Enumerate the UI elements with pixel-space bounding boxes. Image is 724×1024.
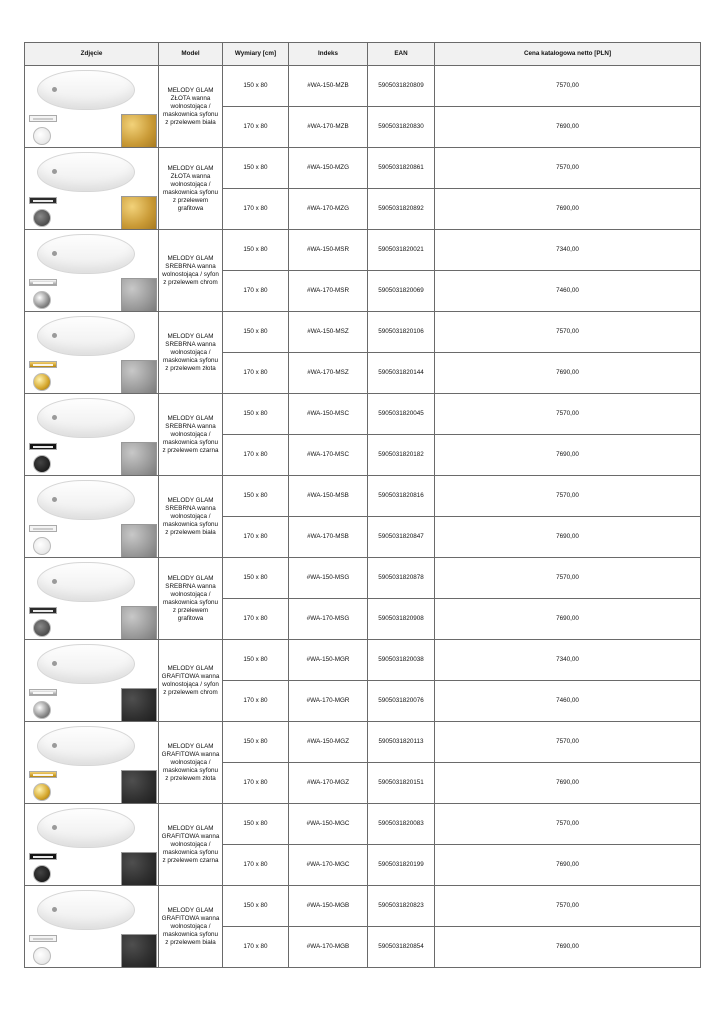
finish-swatch — [121, 852, 157, 886]
ean-cell: 5905031820892 — [368, 189, 435, 230]
model-cell: MELODY GLAM ZŁOTA wanna wolnostojąca / maskownica syfonu z przelewem biała — [159, 66, 223, 148]
table-row — [25, 558, 701, 599]
dimensions-cell: 150 x 80 — [223, 558, 289, 599]
bathtub-image — [37, 316, 135, 356]
product-photo — [25, 804, 159, 886]
dimensions-cell: 150 x 80 — [223, 476, 289, 517]
model-cell: MELODY GLAM SREBRNA wanna wolnostojąca / maskownica syfonu z przelewem grafitowa — [159, 558, 223, 640]
product-photo — [25, 722, 159, 804]
dimensions-cell: 150 x 80 — [223, 148, 289, 189]
dimensions-cell: 150 x 80 — [223, 640, 289, 681]
finish-swatch — [121, 934, 157, 968]
index-cell: #WA-170-MGB — [289, 927, 368, 968]
bathtub-image — [37, 562, 135, 602]
index-cell: #WA-170-MSB — [289, 517, 368, 558]
index-cell: #WA-150-MZG — [289, 148, 368, 189]
finish-swatch — [121, 770, 157, 804]
dimensions-cell: 170 x 80 — [223, 845, 289, 886]
product-photo — [25, 886, 159, 968]
index-cell: #WA-170-MZG — [289, 189, 368, 230]
index-cell: #WA-170-MGZ — [289, 763, 368, 804]
header-row — [25, 43, 701, 66]
drain-cover-image — [33, 865, 51, 883]
ean-cell: 5905031820144 — [368, 353, 435, 394]
header-index: Indeks — [289, 43, 368, 66]
price-cell: 7690,00 — [435, 107, 701, 148]
model-cell: MELODY GLAM SREBRNA wanna wolnostojąca / syfon z przelewem chrom — [159, 230, 223, 312]
dimensions-cell: 170 x 80 — [223, 517, 289, 558]
drain-cover-image — [33, 209, 51, 227]
finish-swatch — [121, 360, 157, 394]
ean-cell: 5905031820076 — [368, 681, 435, 722]
index-cell: #WA-170-MSC — [289, 435, 368, 476]
bathtub-image — [37, 70, 135, 110]
ean-cell: 5905031820878 — [368, 558, 435, 599]
dimensions-cell: 150 x 80 — [223, 804, 289, 845]
header-price: Cena katalogowa netto [PLN] — [435, 43, 701, 66]
overflow-cover-image — [29, 771, 57, 778]
bathtub-image — [37, 808, 135, 848]
product-photo — [25, 66, 159, 148]
price-cell: 7570,00 — [435, 804, 701, 845]
ean-cell: 5905031820908 — [368, 599, 435, 640]
finish-swatch — [121, 606, 157, 640]
overflow-cover-image — [29, 525, 57, 532]
index-cell: #WA-150-MSZ — [289, 312, 368, 353]
price-table — [24, 42, 701, 968]
price-cell: 7570,00 — [435, 66, 701, 107]
ean-cell: 5905031820151 — [368, 763, 435, 804]
price-cell: 7690,00 — [435, 517, 701, 558]
model-cell: MELODY GLAM GRAFITOWA wanna wolnostojąca / maskownica syfonu z przelewem złota — [159, 722, 223, 804]
dimensions-cell: 150 x 80 — [223, 886, 289, 927]
dimensions-cell: 150 x 80 — [223, 230, 289, 271]
finish-swatch — [121, 688, 157, 722]
price-cell: 7460,00 — [435, 271, 701, 312]
drain-cover-image — [33, 701, 51, 719]
ean-cell: 5905031820045 — [368, 394, 435, 435]
drain-cover-image — [33, 947, 51, 965]
finish-swatch — [121, 278, 157, 312]
price-cell: 7570,00 — [435, 476, 701, 517]
overflow-cover-image — [29, 853, 57, 860]
product-photo — [25, 230, 159, 312]
index-cell: #WA-150-MSG — [289, 558, 368, 599]
header-dimensions: Wymiary [cm] — [223, 43, 289, 66]
model-cell: MELODY GLAM SREBRNA wanna wolnostojąca / maskownica syfonu z przelewem złota — [159, 312, 223, 394]
table-row — [25, 66, 701, 107]
dimensions-cell: 170 x 80 — [223, 353, 289, 394]
price-cell: 7570,00 — [435, 886, 701, 927]
price-cell: 7690,00 — [435, 763, 701, 804]
bathtub-image — [37, 644, 135, 684]
index-cell: #WA-150-MSC — [289, 394, 368, 435]
drain-cover-image — [33, 783, 51, 801]
dimensions-cell: 170 x 80 — [223, 763, 289, 804]
finish-swatch — [121, 196, 157, 230]
price-cell: 7570,00 — [435, 312, 701, 353]
price-list-sheet — [24, 42, 700, 968]
bathtub-image — [37, 480, 135, 520]
dimensions-cell: 170 x 80 — [223, 599, 289, 640]
overflow-cover-image — [29, 361, 57, 368]
price-cell: 7690,00 — [435, 927, 701, 968]
price-cell: 7690,00 — [435, 845, 701, 886]
ean-cell: 5905031820861 — [368, 148, 435, 189]
price-cell: 7460,00 — [435, 681, 701, 722]
index-cell: #WA-150-MGC — [289, 804, 368, 845]
bathtub-image — [37, 398, 135, 438]
ean-cell: 5905031820809 — [368, 66, 435, 107]
drain-cover-image — [33, 619, 51, 637]
index-cell: #WA-170-MSZ — [289, 353, 368, 394]
index-cell: #WA-170-MGR — [289, 681, 368, 722]
index-cell: #WA-150-MGZ — [289, 722, 368, 763]
product-photo — [25, 394, 159, 476]
index-cell: #WA-150-MSB — [289, 476, 368, 517]
finish-swatch — [121, 524, 157, 558]
price-cell: 7570,00 — [435, 394, 701, 435]
table-row — [25, 886, 701, 927]
ean-cell: 5905031820069 — [368, 271, 435, 312]
index-cell: #WA-170-MZB — [289, 107, 368, 148]
price-cell: 7690,00 — [435, 599, 701, 640]
price-cell: 7570,00 — [435, 722, 701, 763]
ean-cell: 5905031820823 — [368, 886, 435, 927]
table-row — [25, 804, 701, 845]
overflow-cover-image — [29, 279, 57, 286]
overflow-cover-image — [29, 689, 57, 696]
ean-cell: 5905031820038 — [368, 640, 435, 681]
drain-cover-image — [33, 537, 51, 555]
dimensions-cell: 170 x 80 — [223, 107, 289, 148]
price-cell: 7340,00 — [435, 640, 701, 681]
finish-swatch — [121, 114, 157, 148]
drain-cover-image — [33, 455, 51, 473]
drain-cover-image — [33, 127, 51, 145]
table-row — [25, 230, 701, 271]
price-cell: 7690,00 — [435, 189, 701, 230]
header-photo: Zdjęcie — [25, 43, 159, 66]
model-cell: MELODY GLAM ZŁOTA wanna wolnostojąca / maskownica syfonu z przelewem grafitowa — [159, 148, 223, 230]
header-ean: EAN — [368, 43, 435, 66]
bathtub-image — [37, 726, 135, 766]
dimensions-cell: 170 x 80 — [223, 271, 289, 312]
model-cell: MELODY GLAM GRAFITOWA wanna wolnostojąca / maskownica syfonu z przelewem biała — [159, 886, 223, 968]
dimensions-cell: 150 x 80 — [223, 66, 289, 107]
ean-cell: 5905031820816 — [368, 476, 435, 517]
dimensions-cell: 170 x 80 — [223, 681, 289, 722]
dimensions-cell: 150 x 80 — [223, 722, 289, 763]
product-photo — [25, 640, 159, 722]
dimensions-cell: 150 x 80 — [223, 312, 289, 353]
model-cell: MELODY GLAM SREBRNA wanna wolnostojąca / maskownica syfonu z przelewem czarna — [159, 394, 223, 476]
ean-cell: 5905031820021 — [368, 230, 435, 271]
table-row — [25, 148, 701, 189]
index-cell: #WA-170-MSG — [289, 599, 368, 640]
index-cell: #WA-150-MZB — [289, 66, 368, 107]
ean-cell: 5905031820199 — [368, 845, 435, 886]
dimensions-cell: 170 x 80 — [223, 435, 289, 476]
table-row — [25, 394, 701, 435]
product-photo — [25, 476, 159, 558]
overflow-cover-image — [29, 607, 57, 614]
price-cell: 7690,00 — [435, 353, 701, 394]
table-row — [25, 312, 701, 353]
ean-cell: 5905031820083 — [368, 804, 435, 845]
bathtub-image — [37, 152, 135, 192]
table-row — [25, 640, 701, 681]
bathtub-image — [37, 890, 135, 930]
ean-cell: 5905031820106 — [368, 312, 435, 353]
dimensions-cell: 150 x 80 — [223, 394, 289, 435]
index-cell: #WA-150-MSR — [289, 230, 368, 271]
model-cell: MELODY GLAM GRAFITOWA wanna wolnostojąca / maskownica syfonu z przelewem czarna — [159, 804, 223, 886]
price-cell: 7340,00 — [435, 230, 701, 271]
model-cell: MELODY GLAM SREBRNA wanna wolnostojąca / maskownica syfonu z przelewem biała — [159, 476, 223, 558]
index-cell: #WA-150-MGR — [289, 640, 368, 681]
dimensions-cell: 170 x 80 — [223, 189, 289, 230]
bathtub-image — [37, 234, 135, 274]
ean-cell: 5905031820847 — [368, 517, 435, 558]
ean-cell: 5905031820182 — [368, 435, 435, 476]
table-row — [25, 722, 701, 763]
index-cell: #WA-170-MGC — [289, 845, 368, 886]
model-cell: MELODY GLAM GRAFITOWA wanna wolnostojąca / syfon z przelewem chrom — [159, 640, 223, 722]
product-photo — [25, 312, 159, 394]
drain-cover-image — [33, 373, 51, 391]
table-body — [25, 66, 701, 968]
table-row — [25, 476, 701, 517]
ean-cell: 5905031820830 — [368, 107, 435, 148]
price-cell: 7570,00 — [435, 558, 701, 599]
header-model: Model — [159, 43, 223, 66]
overflow-cover-image — [29, 443, 57, 450]
index-cell: #WA-150-MGB — [289, 886, 368, 927]
index-cell: #WA-170-MSR — [289, 271, 368, 312]
finish-swatch — [121, 442, 157, 476]
overflow-cover-image — [29, 115, 57, 122]
dimensions-cell: 170 x 80 — [223, 927, 289, 968]
product-photo — [25, 558, 159, 640]
overflow-cover-image — [29, 197, 57, 204]
product-photo — [25, 148, 159, 230]
overflow-cover-image — [29, 935, 57, 942]
price-cell: 7570,00 — [435, 148, 701, 189]
ean-cell: 5905031820854 — [368, 927, 435, 968]
drain-cover-image — [33, 291, 51, 309]
price-cell: 7690,00 — [435, 435, 701, 476]
ean-cell: 5905031820113 — [368, 722, 435, 763]
